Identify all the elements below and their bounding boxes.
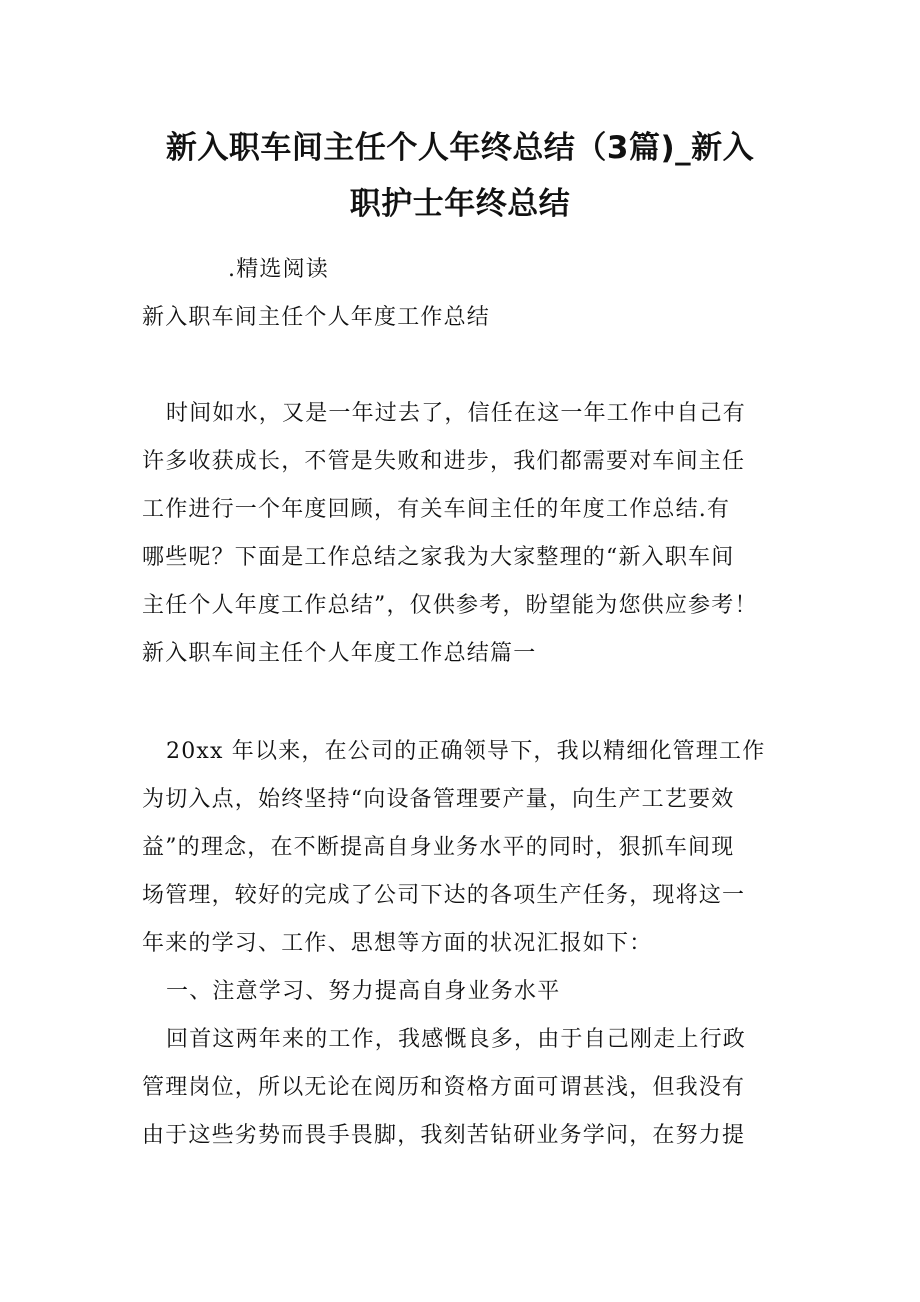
- body-paragraph-line: 场管理，较好的完成了公司下达的各项生产任务，现将这一: [142, 883, 746, 908]
- point-paragraph-line: 管理岗位，所以无论在阅历和资格方面可谓甚浅，但我没有: [142, 1075, 746, 1100]
- point-paragraph-line: 回首这两年来的工作，我感慨良多，由于自己刚走上行政: [166, 1027, 747, 1052]
- body-paragraph-line: 年来的学习、工作、思想等方面的状况汇报如下：: [142, 931, 653, 956]
- intro-paragraph-line: 主任个人年度工作总结”，仅供参考，盼望能为您供应参考！: [142, 593, 758, 618]
- point-heading: 一、注意学习、努力提高自身业务水平: [166, 979, 561, 1004]
- point-paragraph-line: 由于这些劣势而畏手畏脚，我刻苦钻研业务学问，在努力提: [142, 1123, 746, 1148]
- body-paragraph-line: 20xx 年以来，在公司的正确领导下，我以精细化管理工作: [166, 739, 766, 764]
- document-title-line-1: 新入职车间主任个人年终总结（3篇)_新入: [165, 130, 755, 166]
- intro-paragraph-line: 时间如水，又是一年过去了，信任在这一年工作中自己有: [166, 401, 747, 426]
- body-paragraph-line: 益”的理念，在不断提高自身业务水平的同时，狠抓车间现: [142, 835, 735, 860]
- body-paragraph-line: 为切入点，始终坚持“向设备管理要产量，向生产工艺要效: [142, 787, 735, 812]
- section-heading: 新入职车间主任个人年度工作总结: [142, 305, 491, 330]
- intro-paragraph-line: 哪些呢？下面是工作总结之家我为大家整理的“新入职车间: [142, 545, 735, 570]
- document-title-line-2: 职护士年终总结: [349, 186, 571, 222]
- part-heading: 新入职车间主任个人年度工作总结篇一: [142, 641, 537, 666]
- intro-paragraph-line: 许多收获成长，不管是失败和进步，我们都需要对车间主任: [142, 449, 746, 474]
- intro-paragraph-line: 工作进行一个年度回顾，有关车间主任的年度工作总结.有: [142, 497, 731, 522]
- subtitle: .精选阅读: [228, 257, 329, 282]
